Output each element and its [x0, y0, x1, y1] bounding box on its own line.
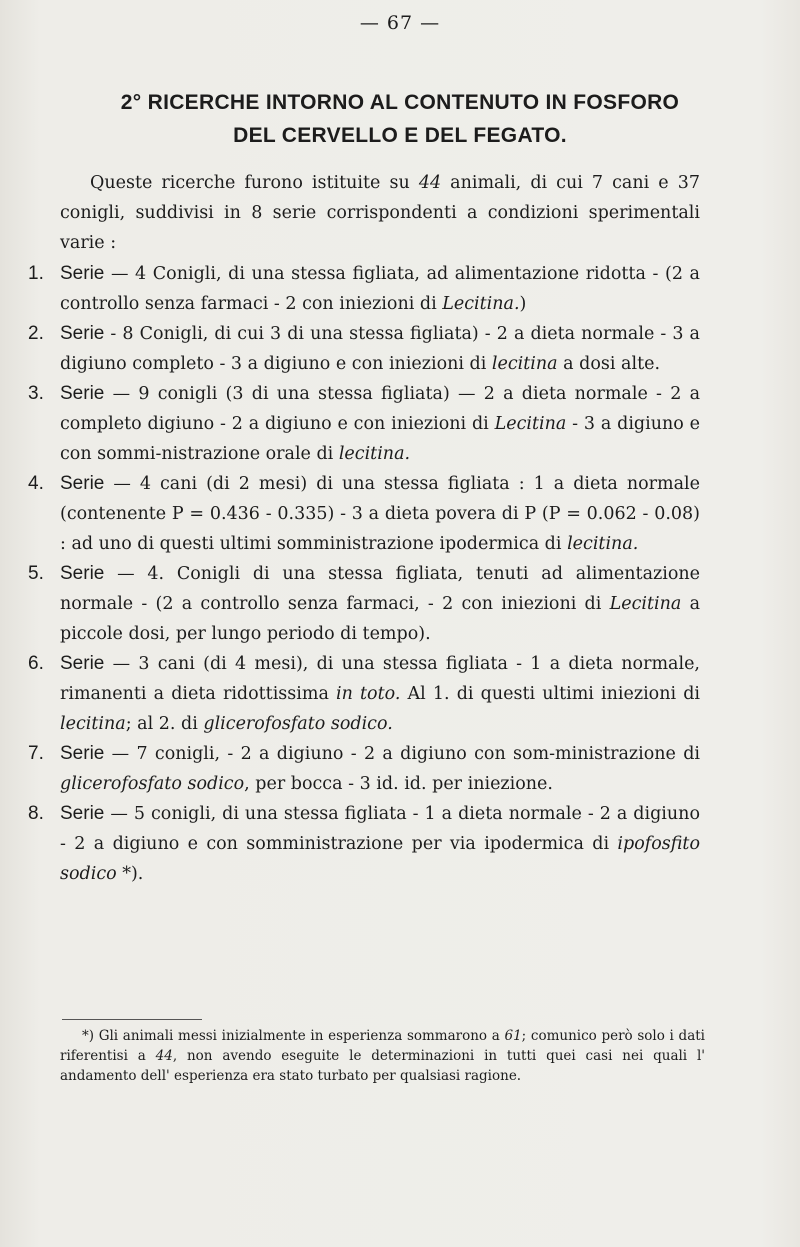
series-text: - 3 a digiuno e con sommi-nistrazione orale di: [60, 414, 700, 464]
series-text: — 5 conigli, di una stessa figliata - 1 a dieta normale - 2 a digiuno - 2 a digiuno e con somministrazione per via ipodermica di: [60, 804, 700, 854]
series-substance-italic: ipofosfito sodico: [60, 834, 700, 884]
footnote-text-1: *) Gli animali messi inizialmente in esperienza sommarono a: [82, 1028, 505, 1044]
series-text: ): [519, 294, 527, 314]
series-label: Serie: [60, 473, 105, 494]
series-text: *).: [116, 864, 144, 884]
intro-text-after: animali, di cui 7 cani e 37 conigli, suddivisi in 8 serie corrispondenti a condizioni sperimentali varie :: [60, 173, 700, 253]
page-number: — 67 —: [359, 12, 441, 34]
series-number: 7.: [28, 743, 44, 764]
series-text: a piccole dosi, per lungo periodo di tempo).: [60, 594, 700, 644]
series-substance-italic: lecitina: [491, 354, 558, 374]
series-item: [28, 739, 700, 799]
intro-count: 44: [418, 173, 442, 193]
series-label: Serie: [60, 263, 105, 284]
section-title-line-1: 2° RICERCHE INTORNO AL CONTENUTO IN FOSFORO: [120, 91, 680, 114]
series-number: 2.: [28, 323, 44, 344]
footnote-number-2: 44: [155, 1048, 173, 1064]
series-text: a dosi alte.: [557, 354, 661, 374]
series-number: 1.: [28, 263, 44, 284]
series-substance-italic: in toto.: [336, 684, 401, 704]
section-title: [60, 86, 740, 152]
footnote: [60, 1026, 705, 1086]
footnote-text-3: , non avendo eseguite le determinazioni in tutti quei casi nei quali l' andamento dell' esperienza era stato turbato per qualsiasi ragione.: [60, 1048, 706, 1084]
series-text: — 4 Conigli, di una stessa figliata, ad alimentazione ridotta - (2 a controllo senza farmaci - 2 con iniezioni di: [60, 264, 700, 314]
section-title-line-2: DEL CERVELLO E DEL FEGATO.: [233, 124, 567, 147]
series-label: Serie: [60, 323, 105, 344]
series-label: Serie: [60, 653, 105, 674]
series-text: — 7 conigli, - 2 a digiuno - 2 a digiuno con som-ministrazione di: [104, 744, 700, 764]
series-number: 6.: [28, 653, 44, 674]
series-item: [28, 469, 700, 559]
series-item: [28, 259, 700, 319]
series-label: Serie: [60, 563, 105, 584]
series-label: Serie: [60, 803, 105, 824]
series-list: [28, 259, 700, 889]
footnote-divider: [62, 1019, 202, 1020]
series-number: 8.: [28, 803, 44, 824]
series-substance-italic: Lecitina: [494, 414, 567, 434]
series-item: [28, 319, 700, 379]
series-item: [28, 379, 700, 469]
series-number: 5.: [28, 563, 44, 584]
series-text: — 4 cani (di 2 mesi) di una stessa figliata : 1 a dieta normale (contenente P = 0.436 - 0.335) - 3 a dieta povera di P (P = 0.062 - 0.08) : ad uno di questi ultimi somministrazione ipodermica di: [60, 474, 700, 554]
series-item: [28, 799, 700, 889]
series-substance-italic: lecitina.: [567, 534, 639, 554]
series-label: Serie: [60, 743, 105, 764]
series-substance-italic: Lecitina.: [442, 294, 520, 314]
series-substance-italic: glicerofosfato sodico: [60, 774, 245, 794]
series-text: ; al 2. di: [125, 714, 204, 734]
series-text: , per bocca - 3 id. id. per iniezione.: [244, 774, 553, 794]
intro-paragraph: [60, 168, 700, 258]
series-substance-italic: lecitina: [60, 714, 126, 734]
series-substance-italic: lecitina.: [338, 444, 411, 464]
series-substance-italic: glicerofosfato sodico.: [203, 714, 393, 734]
series-item: [28, 649, 700, 739]
series-text: — 4. Conigli di una stessa figliata, tenuti ad alimentazione normale - (2 a controllo senza farmaci, - 2 con iniezioni di: [60, 564, 700, 614]
series-item: [28, 559, 700, 649]
series-text: — 9 conigli (3 di una stessa figliata) — 2 a dieta normale - 2 a completo digiuno - 2 a digiuno e con iniezioni di: [60, 384, 700, 434]
series-substance-italic: Lecitina: [609, 594, 682, 614]
intro-text-before: Queste ricerche furono istituite su: [90, 173, 419, 193]
footnote-text-2: ; comunico però solo i dati riferentisi a: [60, 1028, 705, 1064]
footnote-number-1: 61: [504, 1028, 522, 1044]
series-number: 3.: [28, 383, 44, 404]
series-number: 4.: [28, 473, 44, 494]
series-text: — 3 cani (di 4 mesi), di una stessa figliata - 1 a dieta normale, rimanenti a dieta ridottissima: [60, 654, 700, 704]
series-text: Al 1. di questi ultimi iniezioni di: [400, 684, 700, 704]
series-text: - 8 Conigli, di cui 3 di una stessa figliata) - 2 a dieta normale - 3 a digiuno completo - 3 a digiuno e con iniezioni di: [60, 324, 700, 374]
series-label: Serie: [60, 383, 105, 404]
